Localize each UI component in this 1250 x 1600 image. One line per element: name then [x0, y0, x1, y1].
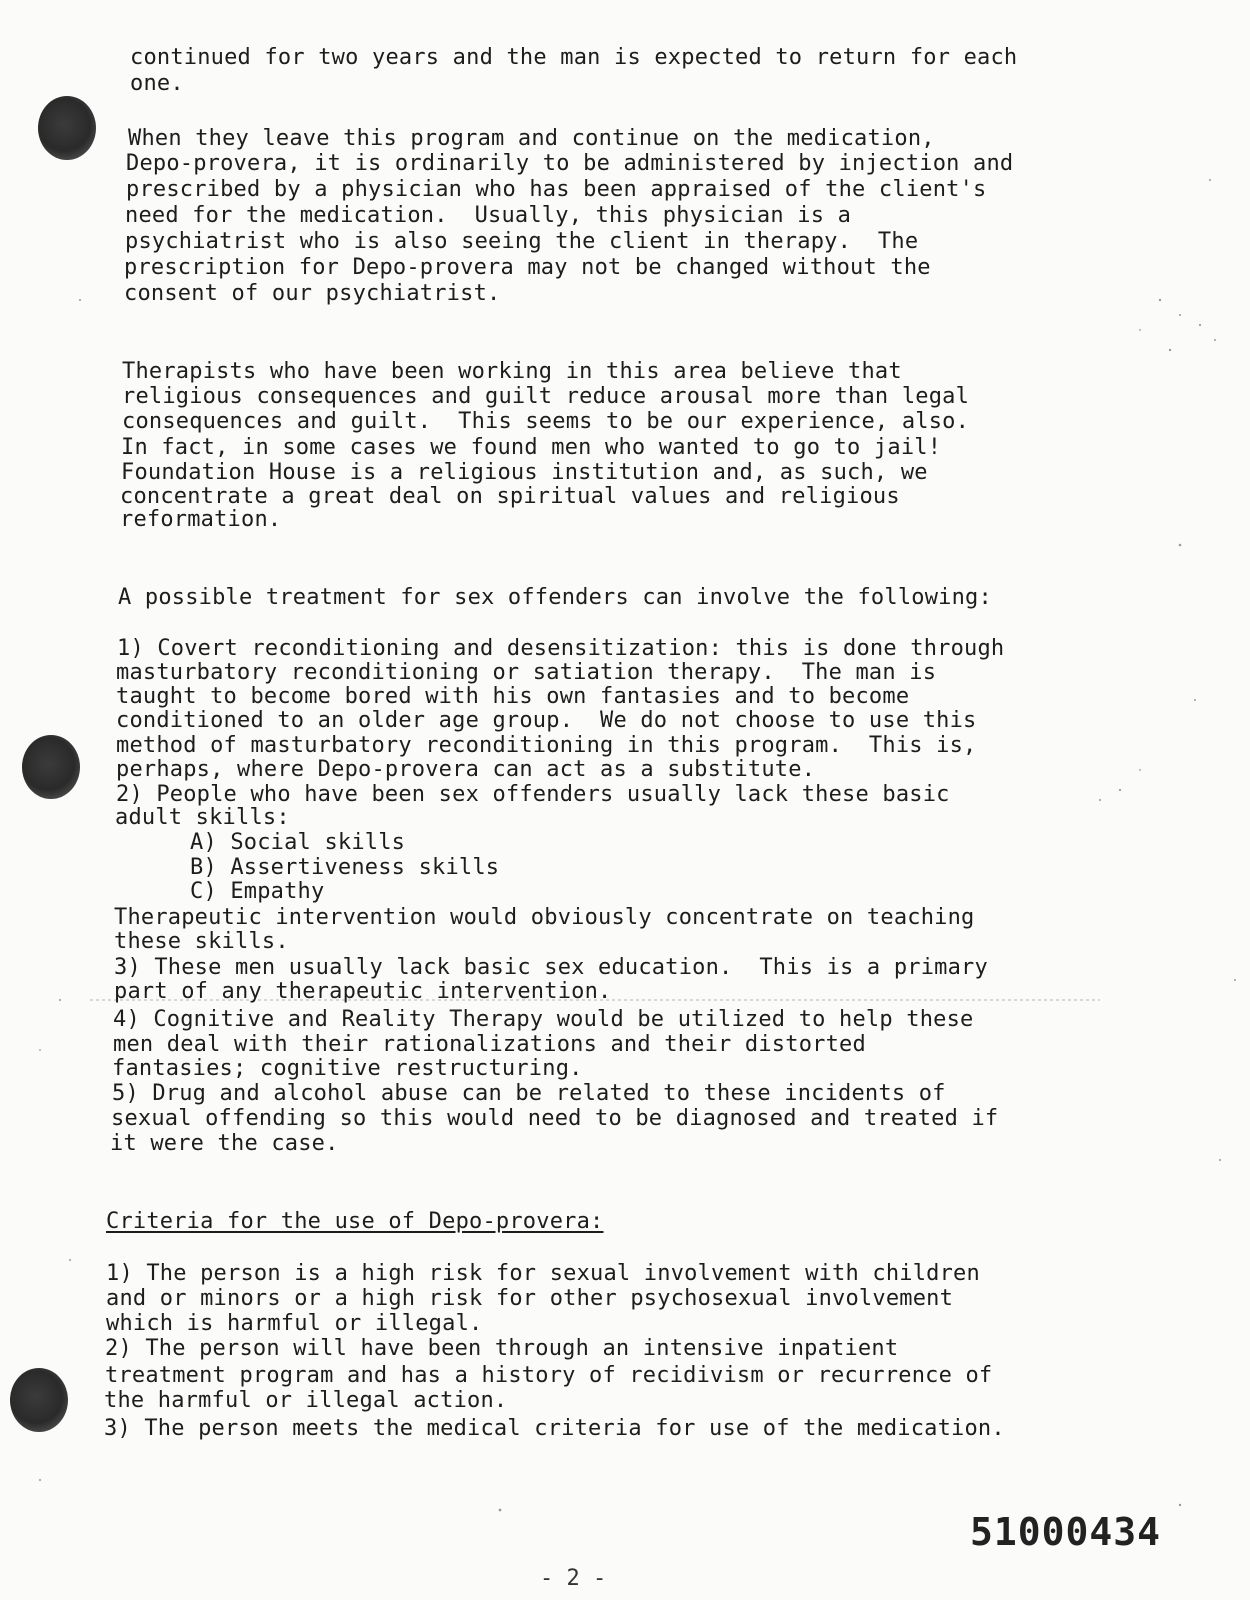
text-line: men deal with their rationalizations and their distorted — [113, 1032, 866, 1057]
text-line: 1) Covert reconditioning and desensitization: this is done through — [117, 636, 1005, 661]
text-line: these skills. — [114, 929, 289, 954]
text-line: continued for two years and the man is expected to return for each — [130, 45, 1018, 70]
text-line: adult skills: — [115, 805, 290, 830]
text-line: A possible treatment for sex offenders can involve the following: — [118, 585, 992, 610]
text-line: Depo-provera, it is ordinarily to be administered by injection and — [126, 151, 1014, 176]
text-line: which is harmful or illegal. — [106, 1311, 483, 1336]
text-line: taught to become bored with his own fantasies and to become — [116, 684, 910, 709]
text-line: the harmful or illegal action. — [104, 1388, 508, 1413]
text-line: need for the medication. Usually, this physician is a — [125, 203, 852, 228]
text-line: one. — [130, 71, 184, 96]
text-line: 3) The person meets the medical criteria for use of the medication. — [104, 1416, 1005, 1441]
text-line: Foundation House is a religious institution and, as such, we — [121, 460, 928, 485]
text-line: prescribed by a physician who has been appraised of the client's — [126, 177, 987, 202]
text-line: When they leave this program and continue on the medication, — [128, 126, 935, 151]
text-line: psychiatrist who is also seeing the client in therapy. The — [125, 229, 919, 254]
text-line: A) Social skills — [190, 830, 406, 855]
text-line: 1) The person is a high risk for sexual involvement with children — [106, 1261, 980, 1286]
text-line: Therapists who have been working in this area believe that — [122, 359, 902, 384]
text-line: concentrate a great deal on spiritual values and religious — [120, 484, 900, 509]
text-line: it were the case. — [110, 1131, 339, 1156]
text-line: fantasies; cognitive restructuring. — [112, 1056, 583, 1081]
text-line: Therapeutic intervention would obviously concentrate on teaching — [114, 905, 975, 930]
text-line: religious consequences and guilt reduce arousal more than legal — [122, 384, 970, 409]
text-line: conditioned to an older age group. We do not choose to use this — [116, 708, 977, 733]
text-line: prescription for Depo-provera may not be changed without the — [124, 255, 931, 280]
text-line: 4) Cognitive and Reality Therapy would be utilized to help these — [113, 1007, 974, 1032]
text-line: consent of our psychiatrist. — [124, 281, 501, 306]
text-line: C) Empathy — [190, 879, 325, 904]
text-line: masturbatory reconditioning or satiation therapy. The man is — [116, 660, 937, 685]
text-line: B) Assertiveness skills — [190, 855, 500, 880]
text-line: 3) These men usually lack basic sex education. This is a primary — [114, 955, 988, 980]
text-line: perhaps, where Depo-provera can act as a substitute. — [116, 757, 816, 782]
text-line: and or minors or a high risk for other psychosexual involvement — [106, 1286, 954, 1311]
text-line: reformation. — [120, 507, 282, 532]
text-line: treatment program and has a history of recidivism or recurrence of — [105, 1363, 993, 1388]
text-line: 2) People who have been sex offenders usually lack these basic — [116, 782, 950, 807]
page-number: - 2 - — [540, 1566, 607, 1591]
text-line: 5) Drug and alcohol abuse can be related to these incidents of — [112, 1081, 946, 1106]
section-heading: Criteria for the use of Depo-provera: — [106, 1209, 604, 1234]
text-line: consequences and guilt. This seems to be our experience, also. — [122, 409, 970, 434]
text-line: method of masturbatory reconditioning in this program. This is, — [116, 733, 977, 758]
text-line: 2) The person will have been through an intensive inpatient — [105, 1336, 899, 1361]
document-number-stamp: 51000434 — [970, 1510, 1162, 1554]
text-line: In fact, in some cases we found men who wanted to go to jail! — [121, 435, 942, 460]
text-line: part of any therapeutic intervention. — [114, 979, 612, 1004]
text-line: sexual offending so this would need to be diagnosed and treated if — [111, 1106, 999, 1131]
